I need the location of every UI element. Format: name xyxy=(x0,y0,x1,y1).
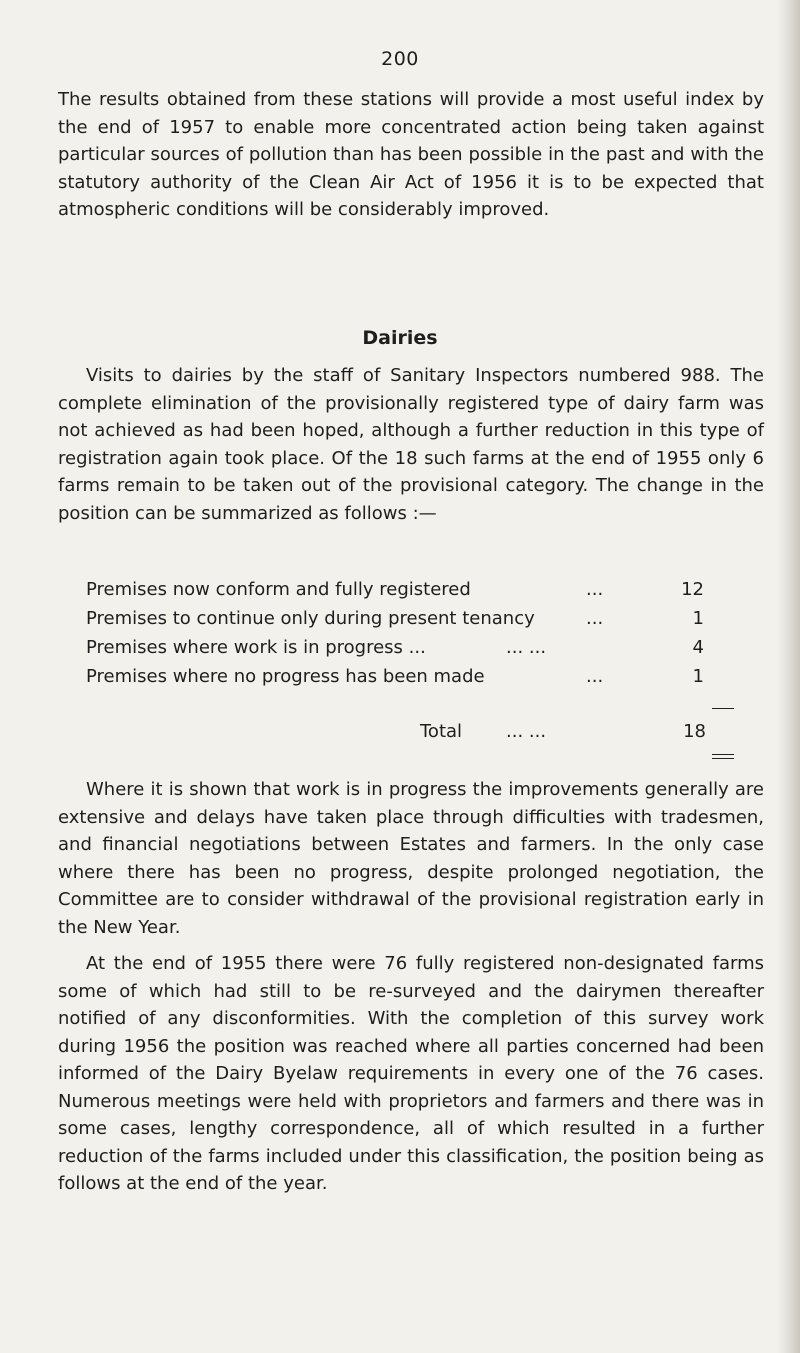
table-total-row xyxy=(86,717,726,746)
progress-paragraph: Where it is shown that work is in progress the improvements generally are extensive and delays have taken place through difficulties with tradesmen, and financial negotiations between Estates and farmers. In the only case where there has been no progress, despite prolonged negotiation, the Committee are to consider withdrawal of the provisional registration early in the New Year. xyxy=(58,779,764,938)
intro-paragraph: The results obtained from these stations will provide a most useful index by the end of 1957 to enable more concentrated action being taken against particular sources of pollution than has been possible in the past and with the statutory authority of the Clean Air Act of 1956 it is to be expected that atmospheric conditions will be considerably improved. xyxy=(58,89,764,220)
row-value: 1 xyxy=(692,666,704,687)
summary-table xyxy=(86,575,726,691)
progress-section xyxy=(58,776,764,941)
total-label: Total xyxy=(420,721,463,742)
total-rule-top xyxy=(712,708,734,709)
page-edge-shadow xyxy=(778,0,800,1353)
dairies-paragraph: Visits to dairies by the staff of Sanitary Inspectors numbered 988. The complete elimination of the provisionally registered type of dairy farm was not achieved as had been hoped, although a further reduction in this type of registration again took place. Of the 18 such farms at the end of 1955 only 6 farms remain to be taken out of the provisional category. The change in the position can be summarized as follows :— xyxy=(58,365,764,524)
table-row xyxy=(86,575,726,604)
row-label: Premises to continue only during present tenancy xyxy=(86,608,535,629)
non-designated-paragraph: At the end of 1955 there were 76 fully registered non-designated farms some of which had still to be re-surveyed and the dairymen thereafter notified of any disconformities. With the completion of this survey work during 1956 the position was reached where all parties concerned had been informed of the Dairy Byelaw requirements in every one of the 76 cases. Numerous meetings were held with proprietors and farmers and there was in some cases, lengthy correspondence, all of which resulted in a further reduction of the farms included under this classification, the position being as follows at the end of the year. xyxy=(58,953,764,1194)
total-value: 18 xyxy=(683,721,706,742)
row-label: Premises where no progress has been made xyxy=(86,666,485,687)
row-leader: ... xyxy=(586,579,604,600)
table-row xyxy=(86,662,726,691)
table-row xyxy=(86,633,726,662)
non-designated-section xyxy=(58,950,764,1198)
row-leader: ... xyxy=(586,608,604,629)
row-value: 1 xyxy=(692,608,704,629)
table-row xyxy=(86,604,726,633)
row-label: Premises now conform and fully registered xyxy=(86,579,471,600)
page-number: 200 xyxy=(381,48,419,70)
dairies-section xyxy=(58,362,764,527)
row-leader: ... ... xyxy=(506,637,547,658)
total-rule-double-2 xyxy=(712,758,734,759)
section-heading-dairies: Dairies xyxy=(362,327,438,349)
row-label: Premises where work is in progress ... xyxy=(86,637,426,658)
total-rule-double-1 xyxy=(712,754,734,755)
total-leader: ... ... xyxy=(506,721,547,742)
intro-section xyxy=(58,86,764,224)
row-leader: ... xyxy=(586,666,604,687)
row-value: 12 xyxy=(681,579,704,600)
row-value: 4 xyxy=(692,637,704,658)
